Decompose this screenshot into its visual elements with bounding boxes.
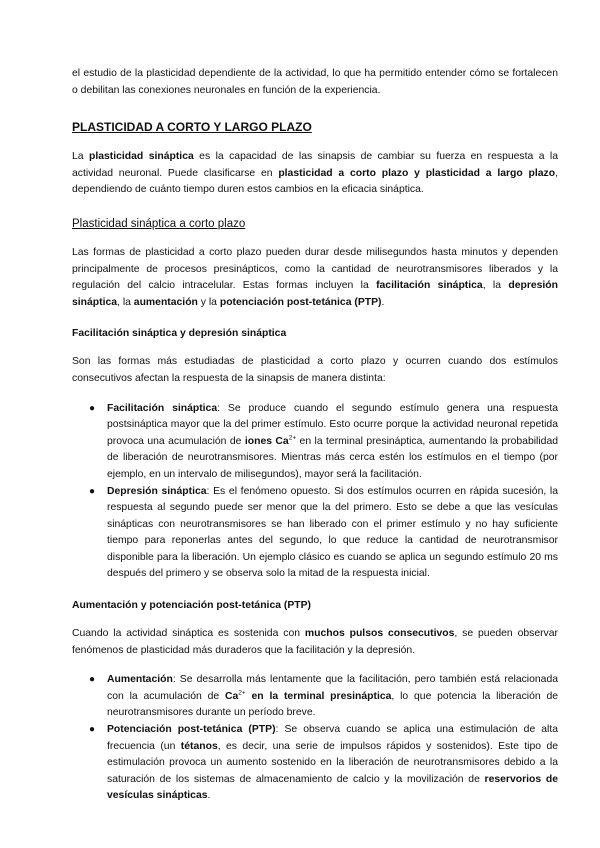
aumentacion-list	[72, 672, 558, 805]
subsection-heading-corto-plazo: Plasticidad sináptica a corto plazo	[72, 217, 246, 230]
bullet-icon: ●	[89, 402, 96, 414]
aumentacion-intro-paragraph: Cuando la actividad sináptica es sostenida con muchos pulsos consecutivos, se pueden observar fenómenos de plasticidad más duraderos que la facilitación y la depresión.	[72, 628, 558, 656]
bullet-icon: ●	[89, 485, 96, 497]
list-item: ● Potenciación post-tetánica (PTP): Se observa cuando se aplica una estimulación de alta frecuencia (un tétanos, es decir, una serie de impulsos rápidos y sostenidos). Este tipo de estimulación provoca un aumento sostenido en la liberación de neurotransmisores debido a la saturación de los sistemas de almacenamiento de calcio y la movilización de reservorios de vesículas sinápticas.	[89, 724, 559, 802]
definition-paragraph: La plasticidad sináptica es la capacidad de las sinapsis de cambiar su fuerza en respuesta a la actividad neuronal. Puede clasificarse en plasticidad a corto plazo y plasticidad a largo plazo, dependiendo de cuánto tiempo duren estos cambios en la eficacia sináptica.	[72, 151, 558, 196]
section-heading-plasticidad: PLASTICIDAD A CORTO Y LARGO PLAZO	[72, 120, 312, 135]
list-item: ● Facilitación sináptica: Se produce cuando el segundo estímulo genera una respuesta postsináptica mayor que la del primer estímulo. Esto ocurre porque la actividad neuronal repetida provoca una acumulación de iones $Ca^{2+}$ en la terminal presináptica, aumentando la probabilidad de liberación de neurotransmisores. Mientras más cerca estén los estímulos en el tiempo (por ejemplo, en un intervalo de milisegundos), mayor será la facilitación.	[89, 402, 559, 480]
document-page	[72, 66, 558, 805]
facilitacion-list	[72, 401, 558, 584]
subsection-heading-facilitacion: Facilitación sináptica y depresión sináptica	[72, 328, 287, 340]
list-item: ● Aumentación: Se desarrolla más lentamente que la facilitación, pero también está relacionada con la acumulación de $Ca^{2+}$ en la terminal presináptica, lo que potencia la liberación de neurotransmisores durante un período breve.	[89, 674, 559, 719]
bullet-icon: ●	[89, 674, 96, 686]
subsection-heading-aumentacion: Aumentación y potenciación post-tetánica (PTP)	[72, 600, 312, 612]
list-item: ● Depresión sináptica: Es el fenómeno opuesto. Si dos estímulos ocurren en rápida sucesión, la respuesta al segundo puede ser menor que la del primero. Esto se debe a que las vesículas sinápticas con neurotransmisores se han liberado con el primer estímulo y no hay suficiente tiempo para reponerlas antes del segundo, lo que reduce la cantidad de neurotransmisor disponible para la liberación. Un ejemplo clásico es cuando se aplica un segundo estímulo 20 ms después del primero y se observa solo la mitad de la respuesta inicial.	[89, 485, 558, 580]
intro-paragraph: el estudio de la plasticidad dependiente de la actividad, lo que ha permitido entender cómo se fortalecen o debilitan las conexiones neuronales en función de la experiencia.	[72, 68, 558, 96]
corto-plazo-paragraph: Las formas de plasticidad a corto plazo pueden durar desde milisegundos hasta minutos y dependen principalmente de procesos presinápticos, como la cantidad de neurotransmisores liberados y la regulación del calcio intracelular. Estas formas incluyen la facilitación sináptica, la depresión sináptica, la aumentación y la potenciación post-tetánica (PTP).	[72, 246, 558, 308]
bullet-icon: ●	[89, 724, 96, 736]
facilitacion-intro-paragraph: Son las formas más estudiadas de plasticidad a corto plazo y ocurren cuando dos estímulos consecutivos afectan la respuesta de la sinapsis de manera distinta:	[72, 356, 558, 384]
